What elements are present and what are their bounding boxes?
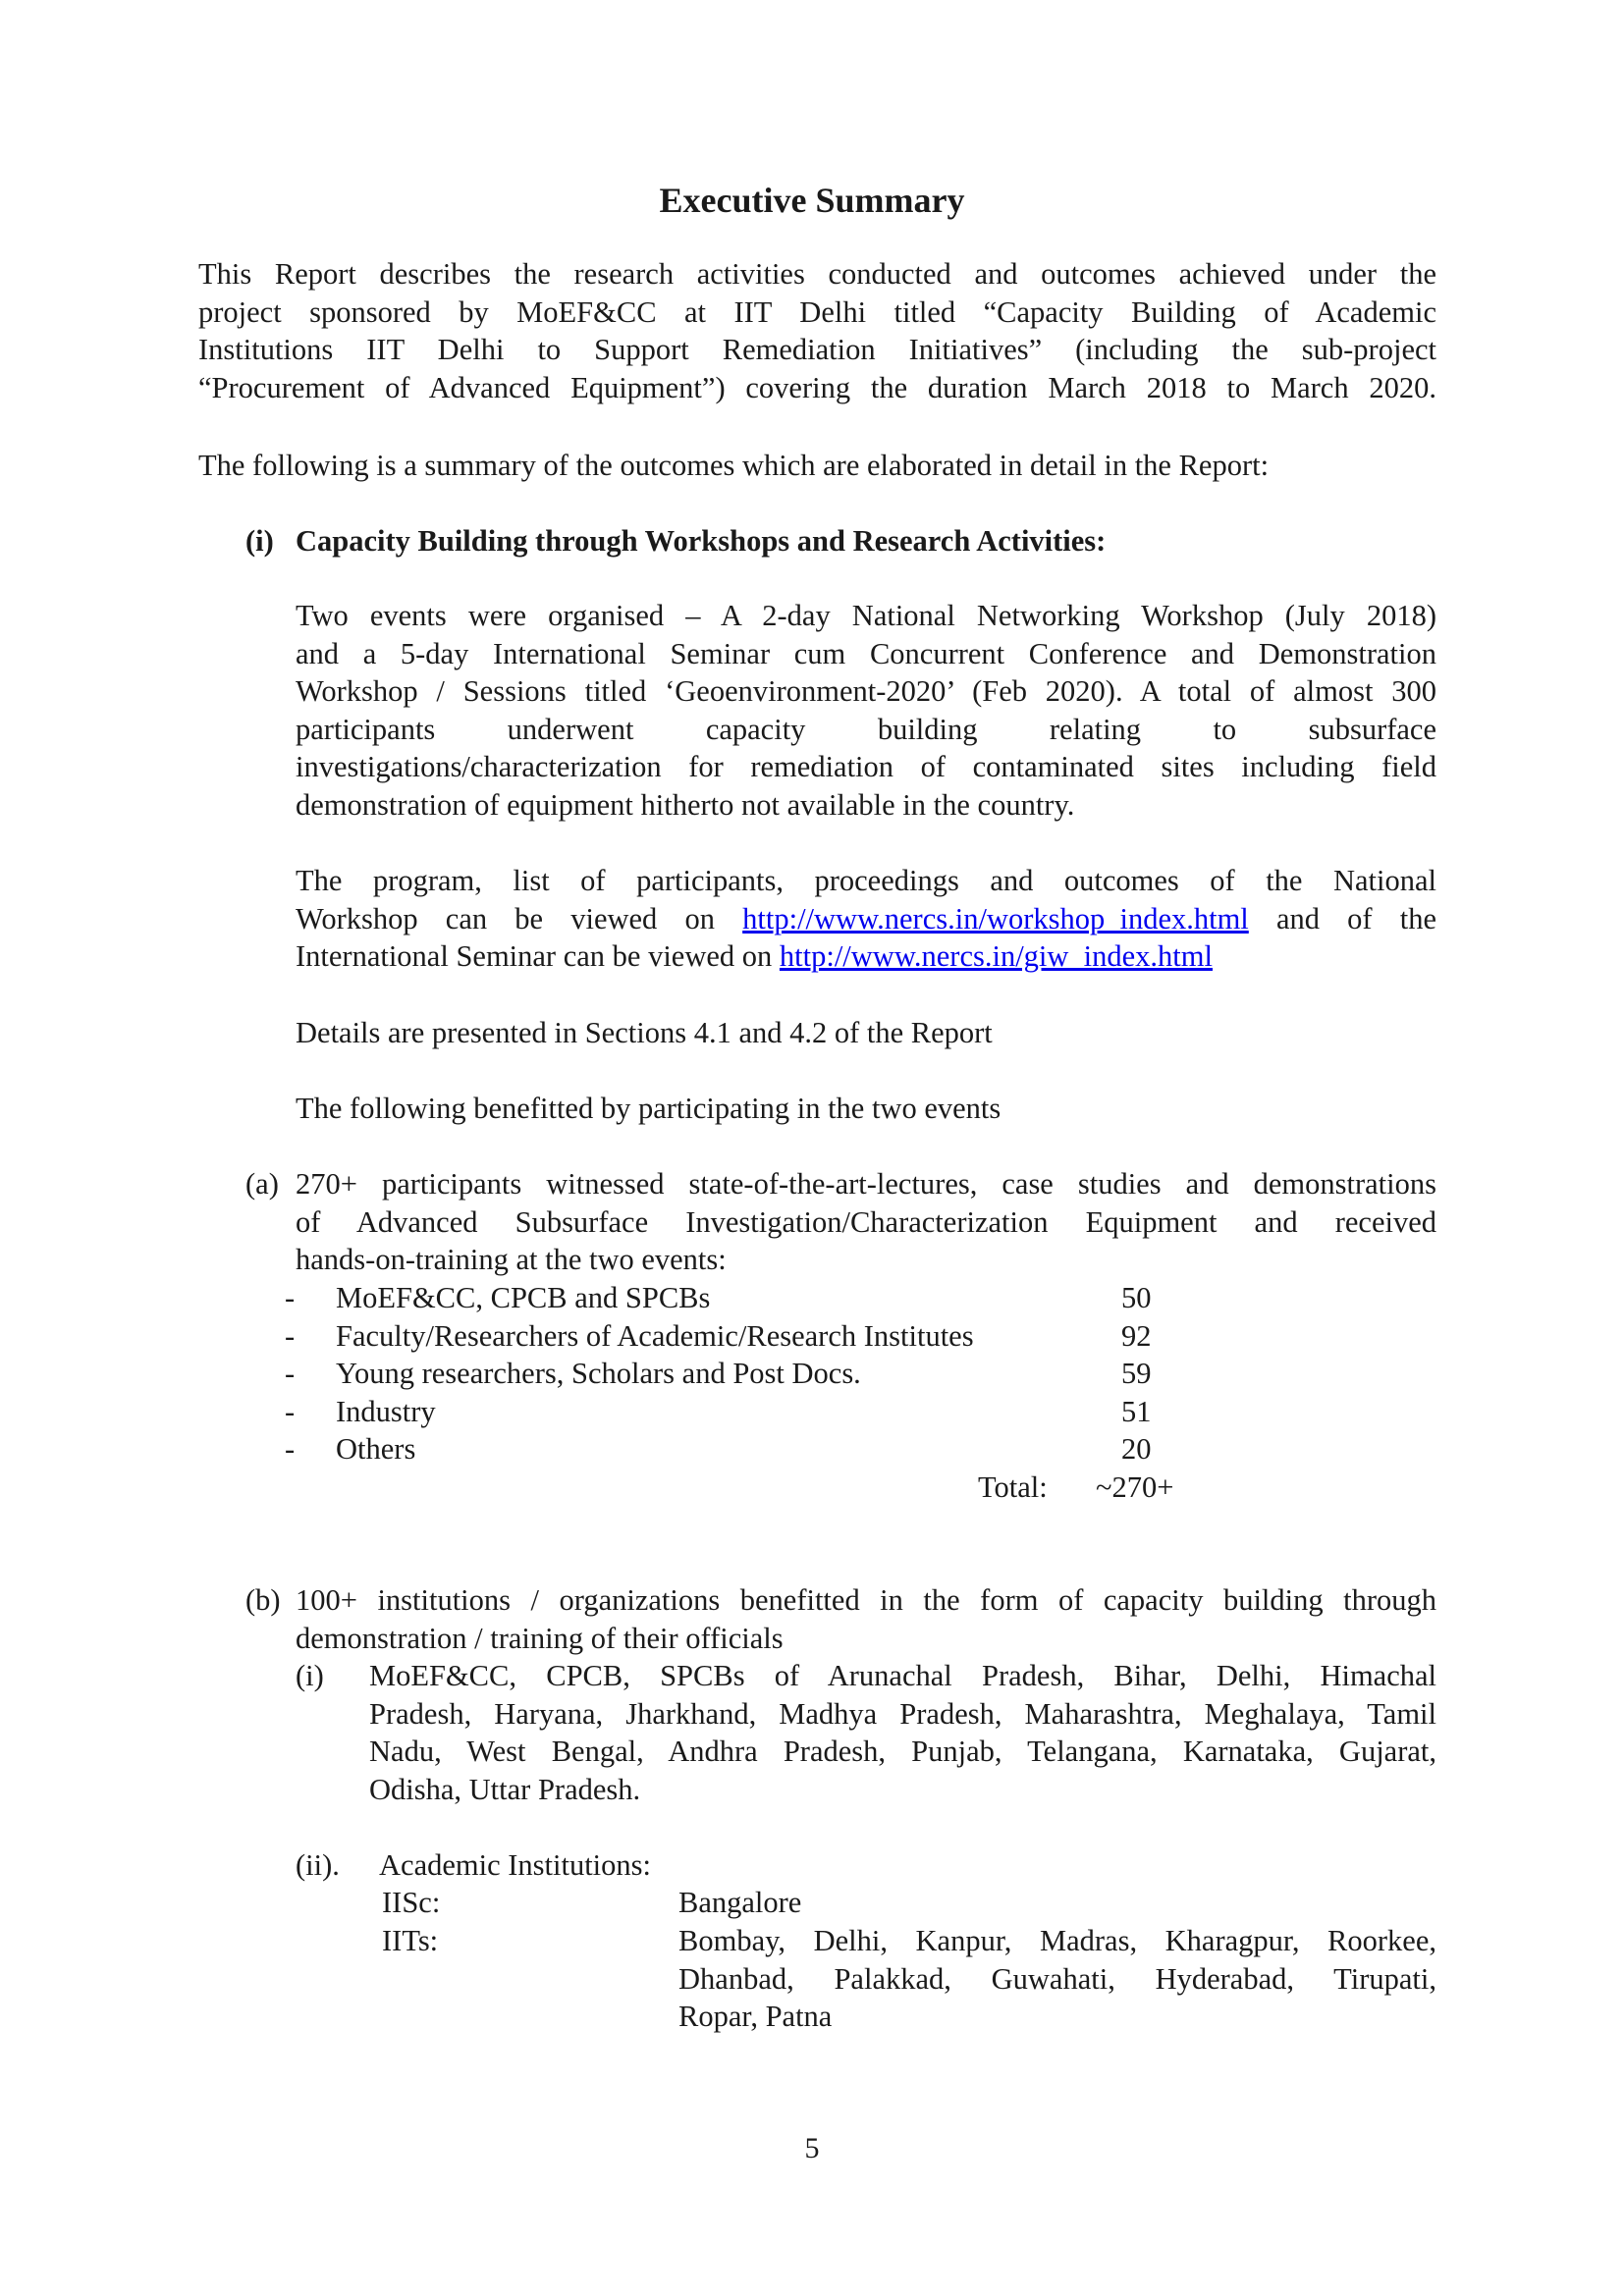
benefitted-text: The following benefitted by participating in the two events — [296, 1092, 1001, 1125]
paragraph-line: demonstration / training of their officials — [296, 1621, 784, 1655]
paragraph-line: participants underwent capacity building relating to subsurface — [296, 712, 1436, 746]
links-paragraph — [296, 862, 1436, 976]
list-bullet: - — [285, 1357, 296, 1390]
seminar-link[interactable]: http://www.nercs.in/giw_index.html — [779, 939, 1213, 973]
list-item-count: 92 — [1121, 1318, 1152, 1353]
paragraph-line: investigations/characterization for remediation of contaminated sites including field — [296, 750, 1436, 783]
list-item-label: Faculty/Researchers of Academic/Research Institutes — [336, 1318, 974, 1353]
list-item-count: 59 — [1121, 1357, 1152, 1390]
paragraph-line: Nadu, West Bengal, Andhra Pradesh, Punjab, Telangana, Karnataka, Gujarat, — [369, 1735, 1436, 1768]
section-i-paragraph — [296, 597, 1436, 824]
paragraph-line — [296, 937, 1436, 976]
page-title: Executive Summary — [659, 181, 965, 220]
iisc-label: IISc: — [382, 1886, 441, 1919]
total-value: ~270+ — [1096, 1469, 1174, 1504]
paragraph-line: of Advanced Subsurface Investigation/Characterization Equipment and received — [296, 1204, 1436, 1239]
paragraph-line — [296, 900, 1436, 938]
intro-line: Institutions IIT Delhi to Support Remediation Initiatives” (including the sub-project — [198, 333, 1436, 366]
section-i-heading: Capacity Building through Workshops and Research Activities: — [296, 524, 1107, 558]
list-item-count: 51 — [1121, 1394, 1152, 1428]
list-bullet: - — [285, 1394, 296, 1428]
list-bullet: - — [285, 1318, 296, 1353]
total-label: Total: — [978, 1469, 1048, 1504]
link-intro-text: International Seminar can be viewed on — [296, 939, 773, 973]
participant-list — [285, 1279, 1198, 1506]
list-item — [285, 1393, 1198, 1431]
intro-line: This Report describes the research activities conducted and outcomes achieved under the — [198, 257, 1436, 291]
page-number: 5 — [804, 2132, 820, 2164]
paragraph-line: Workshop / Sessions titled ‘Geoenvironment-2020’ (Feb 2020). A total of almost 300 — [296, 674, 1436, 708]
details-text: Details are presented in Sections 4.1 and 4.2 of the Report — [296, 1016, 993, 1049]
sub-i-paragraph — [369, 1657, 1436, 1808]
intro-paragraph — [198, 255, 1436, 406]
list-bullet: - — [285, 1432, 296, 1466]
total-row — [285, 1468, 1198, 1507]
paragraph-line: and a 5-day International Seminar cum Concurrent Conference and Demonstration — [296, 636, 1436, 670]
paragraph-line: 270+ participants witnessed state-of-the-art-lectures, case studies and demonstrations — [296, 1167, 1436, 1201]
paragraph-line: Dhanbad, Palakkad, Guwahati, Hyderabad, Tirupati, — [678, 1961, 1436, 1996]
paragraph-line: The program, list of participants, proceedings and outcomes of the National — [296, 864, 1436, 897]
list-item-count: 50 — [1121, 1281, 1152, 1314]
iits-label: IITs: — [382, 1924, 439, 1957]
paragraph-line: 100+ institutions / organizations benefitted in the form of capacity building through — [296, 1583, 1436, 1617]
paragraph-line: Odisha, Uttar Pradesh. — [369, 1772, 641, 1806]
list-item-label: Young researchers, Scholars and Post Docs. — [336, 1357, 861, 1390]
section-i-marker: (i) — [245, 524, 274, 558]
list-item — [285, 1279, 1198, 1317]
summary-lead: The following is a summary of the outcomes which are elaborated in detail in the Report: — [198, 449, 1270, 482]
paragraph-line: hands-on-training at the two events: — [296, 1243, 727, 1276]
iisc-value: Bangalore — [678, 1886, 802, 1919]
sub-ii-marker: (ii). — [296, 1848, 340, 1882]
sub-i-marker: (i) — [296, 1659, 324, 1692]
section-b-marker: (b) — [245, 1583, 281, 1617]
paragraph-line: Pradesh, Haryana, Jharkhand, Madhya Pradesh, Maharashtra, Meghalaya, Tamil — [369, 1696, 1436, 1731]
list-item-label: Industry — [336, 1394, 436, 1428]
paragraph-line: demonstration of equipment hitherto not available in the country. — [296, 787, 1075, 822]
section-b-paragraph — [296, 1581, 1436, 1657]
link-trailing-text: and of the — [1275, 901, 1437, 935]
paragraph-line: MoEF&CC, CPCB, SPCBs of Arunachal Pradesh, Bihar, Delhi, Himachal — [369, 1659, 1436, 1692]
workshop-link[interactable]: http://www.nercs.in/workshop_index.html — [742, 901, 1249, 935]
list-item — [285, 1317, 1198, 1356]
list-item-label: MoEF&CC, CPCB and SPCBs — [336, 1281, 711, 1314]
paragraph-line: Bombay, Delhi, Kanpur, Madras, Kharagpur, Roorkee, — [678, 1924, 1436, 1957]
paragraph-line: Ropar, Patna — [678, 2000, 833, 2033]
list-item-count: 20 — [1121, 1432, 1152, 1466]
sub-ii-heading: Academic Institutions: — [379, 1848, 651, 1882]
section-a-marker: (a) — [245, 1167, 279, 1201]
section-a-paragraph — [296, 1165, 1436, 1279]
iits-list — [678, 1922, 1436, 2036]
list-item — [285, 1355, 1198, 1393]
list-bullet: - — [285, 1281, 296, 1314]
intro-line: “Procurement of Advanced Equipment”) covering the duration March 2018 to March 2020. — [198, 370, 1436, 404]
list-item — [285, 1430, 1198, 1468]
intro-line: project sponsored by MoEF&CC at IIT Delhi titled “Capacity Building of Academic — [198, 294, 1436, 329]
list-item-label: Others — [336, 1432, 416, 1466]
link-intro-text: Workshop can be viewed on — [296, 901, 715, 935]
paragraph-line: Two events were organised – A 2-day National Networking Workshop (July 2018) — [296, 599, 1436, 632]
